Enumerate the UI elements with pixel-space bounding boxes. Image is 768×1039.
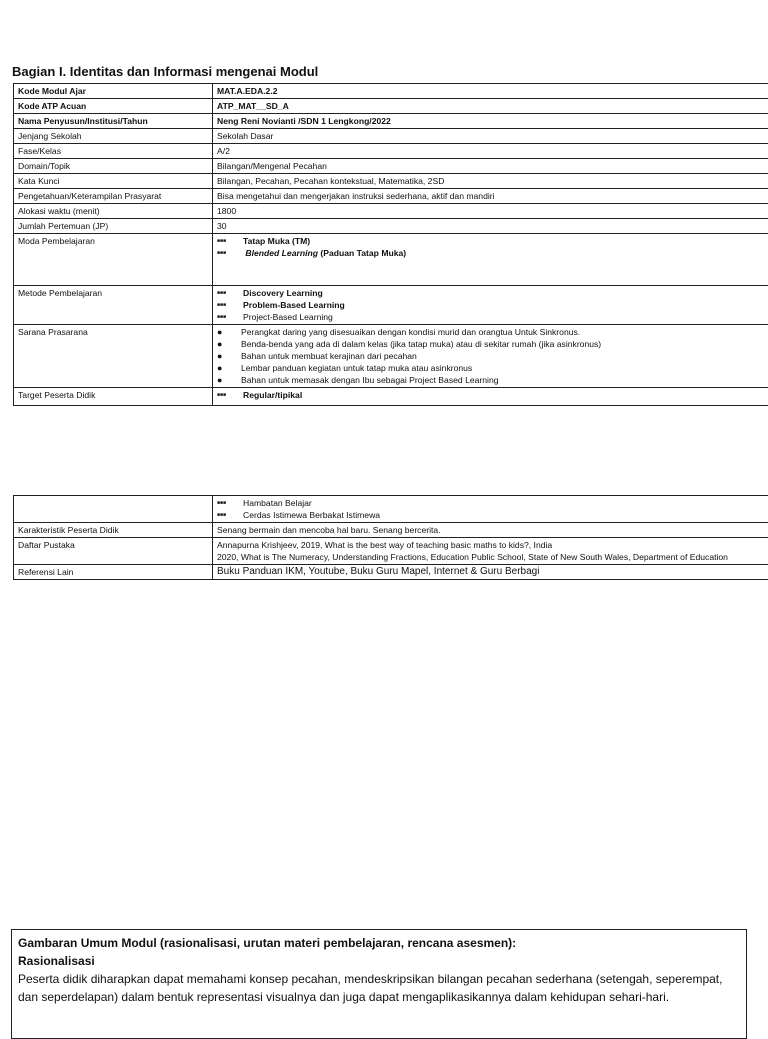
list-item-text: Tatap Muka (TM) xyxy=(243,235,768,247)
row-value xyxy=(213,496,768,523)
row-value xyxy=(213,325,768,388)
bullet-dot-icon: ● xyxy=(217,350,241,362)
list-item-text: Lembar panduan kegiatan untuk tatap muka atau asinkronus xyxy=(241,362,768,374)
row-label: Kata Kunci xyxy=(14,174,213,189)
bullet-icon: ■■■ xyxy=(217,509,243,521)
table-row xyxy=(14,325,768,388)
list-item-text: Project-Based Learning xyxy=(243,311,768,323)
row-value: Neng Reni Novianti /SDN 1 Lengkong/2022 xyxy=(213,114,768,129)
row-value: A/2 xyxy=(213,144,768,159)
table-row xyxy=(14,99,768,114)
row-label: Sarana Prasarana xyxy=(14,325,213,388)
table-row xyxy=(14,204,768,219)
list-item xyxy=(217,509,768,521)
table-row xyxy=(14,189,768,204)
row-label: Fase/Kelas xyxy=(14,144,213,159)
section-heading: Bagian I. Identitas dan Informasi mengenai Modul xyxy=(12,64,318,79)
bullet-dot-icon: ● xyxy=(217,362,241,374)
row-value xyxy=(213,538,768,565)
row-label: Metode Pembelajaran xyxy=(14,286,213,325)
italic-text: Blended Learning xyxy=(245,248,318,258)
row-value xyxy=(213,286,768,325)
table-row xyxy=(14,523,768,538)
row-value: Bisa mengetahui dan mengerjakan instruksi sederhana, aktif dan mandiri xyxy=(213,189,768,204)
list-item xyxy=(217,374,768,386)
row-label: Karakteristik Peserta Didik xyxy=(14,523,213,538)
list-item xyxy=(217,362,768,374)
list-item xyxy=(217,389,768,401)
list-item xyxy=(217,338,768,350)
row-label: Domain/Topik xyxy=(14,159,213,174)
list-item-text-rest: (Paduan Tatap Muka) xyxy=(318,248,406,258)
bullet-icon: ■■■ xyxy=(217,287,243,299)
row-label: Kode ATP Acuan xyxy=(14,99,213,114)
list-item xyxy=(217,247,768,259)
table-row xyxy=(14,565,768,580)
list-item-text: Regular/tipikal xyxy=(243,389,768,401)
list-item xyxy=(217,326,768,338)
row-label: Target Peserta Didik xyxy=(14,388,213,406)
table-row xyxy=(14,159,768,174)
bullet-icon: ■■■ xyxy=(217,389,243,401)
gambaran-title: Gambaran Umum Modul (rasionalisasi, urutan materi pembelajaran, rencana asesmen): xyxy=(18,934,740,952)
row-value: Bilangan/Mengenal Pecahan xyxy=(213,159,768,174)
list-item-text: Bahan untuk memasak dengan Ibu sebagai Project Based Learning xyxy=(241,374,768,386)
bullet-dot-icon: ● xyxy=(217,326,241,338)
list-item xyxy=(217,497,768,509)
row-label: Nama Penyusun/Institusi/Tahun xyxy=(14,114,213,129)
row-value: Buku Panduan IKM, Youtube, Buku Guru Mapel, Internet & Guru Berbagi xyxy=(213,565,768,580)
list-item xyxy=(217,350,768,362)
list-item xyxy=(217,287,768,299)
table-row xyxy=(14,174,768,189)
bullet-icon: ■■■ xyxy=(217,497,243,509)
list-item-text: Benda-benda yang ada di dalam kelas (jika tatap muka) atau di sekitar rumah (jika asinkronus) xyxy=(241,338,768,350)
table-row xyxy=(14,84,768,99)
list-item xyxy=(217,311,768,323)
gambaran-box xyxy=(11,929,747,1039)
row-label: Jenjang Sekolah xyxy=(14,129,213,144)
gambaran-body: Peserta didik diharapkan dapat memahami konsep pecahan, mendeskripsikan bilangan pecahan sederhana (setengah, seperempat, dan seperdelapan) dalam bentuk representasi visualnya dan juga dapat mengaplikasikannya dalam kehidupan sehari-hari. xyxy=(18,970,740,1006)
row-label: Referensi Lain xyxy=(14,565,213,580)
row-label: Pengetahuan/Keterampilan Prasyarat xyxy=(14,189,213,204)
table-row xyxy=(14,496,768,523)
list-item xyxy=(217,299,768,311)
row-label xyxy=(14,496,213,523)
table-row xyxy=(14,114,768,129)
row-label: Alokasi waktu (menit) xyxy=(14,204,213,219)
identity-table-continued xyxy=(13,495,768,580)
list-item-text: Discovery Learning xyxy=(243,287,768,299)
row-value xyxy=(213,234,768,286)
row-label: Daftar Pustaka xyxy=(14,538,213,565)
reference-line: 2020, What is The Numeracy, Understanding Fractions, Education Public School, State of New South Wales, Department of Education xyxy=(217,551,768,563)
list-item-text: Cerdas Istimewa Berbakat Istimewa xyxy=(243,509,768,521)
reference-line: Annapurna Krishjeev, 2019, What is the best way of teaching basic maths to kids?, India xyxy=(217,539,768,551)
row-value xyxy=(213,388,768,406)
table-row xyxy=(14,144,768,159)
list-item-text: Bahan untuk membuat kerajinan dari pecahan xyxy=(241,350,768,362)
row-value: MAT.A.EDA.2.2 xyxy=(213,84,768,99)
row-label: Jumlah Pertemuan (JP) xyxy=(14,219,213,234)
row-value: Bilangan, Pecahan, Pecahan kontekstual, Matematika, 2SD xyxy=(213,174,768,189)
bullet-icon: ■■■ xyxy=(217,299,243,311)
bullet-dot-icon: ● xyxy=(217,374,241,386)
bullet-icon: ■■■ xyxy=(217,247,243,259)
bullet-icon: ■■■ xyxy=(217,311,243,323)
list-item-text: Problem-Based Learning xyxy=(243,299,768,311)
row-label: Kode Modul Ajar xyxy=(14,84,213,99)
row-value: Senang bermain dan mencoba hal baru. Senang bercerita. xyxy=(213,523,768,538)
bullet-dot-icon: ● xyxy=(217,338,241,350)
identity-table xyxy=(13,83,768,406)
list-item xyxy=(217,235,768,247)
row-value: 1800 xyxy=(213,204,768,219)
table-row xyxy=(14,286,768,325)
table-row xyxy=(14,538,768,565)
list-item-text xyxy=(243,247,768,259)
gambaran-subtitle: Rasionalisasi xyxy=(18,952,740,970)
row-value: 30 xyxy=(213,219,768,234)
list-item-text: Hambatan Belajar xyxy=(243,497,768,509)
table-row xyxy=(14,219,768,234)
row-value: Sekolah Dasar xyxy=(213,129,768,144)
row-label: Moda Pembelajaran xyxy=(14,234,213,286)
row-value: ATP_MAT__SD_A xyxy=(213,99,768,114)
table-row xyxy=(14,129,768,144)
bullet-icon: ■■■ xyxy=(217,235,243,247)
table-row xyxy=(14,388,768,406)
table-row xyxy=(14,234,768,286)
list-item-text: Perangkat daring yang disesuaikan dengan kondisi murid dan orangtua Untuk Sinkronus. xyxy=(241,326,768,338)
